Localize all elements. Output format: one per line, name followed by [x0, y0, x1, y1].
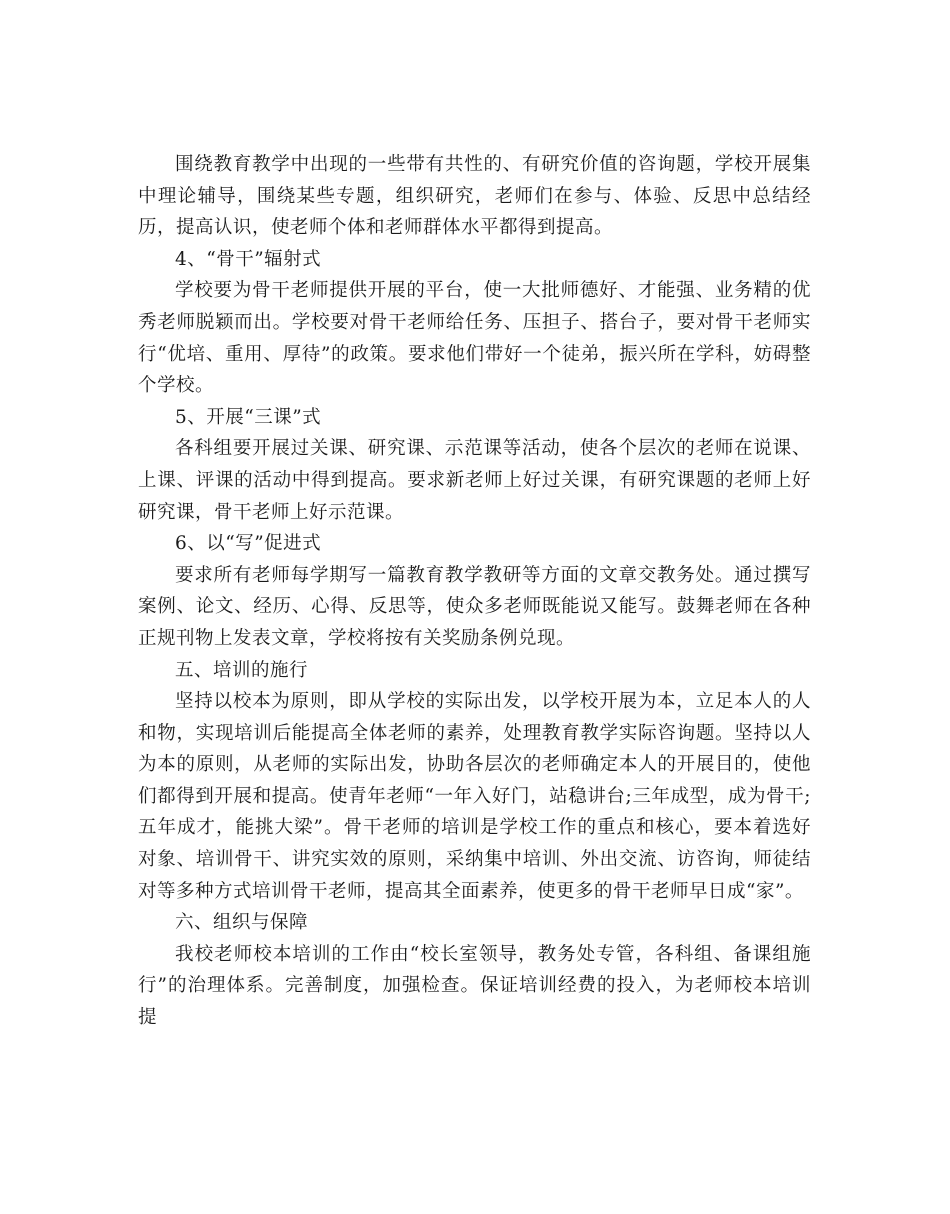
paragraph-three-lessons: 各科组要开展过关课、研究课、示范课等活动，使各个层次的老师在说课、上课、评课的活动中得到提高。要求新老师上好过关课，有研究课题的老师上好研究课，骨干老师上好示范课。: [138, 438, 811, 523]
paragraph-writing-promotion: 要求所有老师每学期写一篇教育教学教研等方面的文章交教务处。通过撰写案例、论文、经历、心得、反思等，使众多老师既能说又能写。鼓舞老师在各种正规刊物上发表文章，学校将按有关奖励条例兑现。: [138, 564, 811, 649]
paragraph-organization-guarantee: 我校老师校本培训的工作由“校长室领导，教务处专管，各科组、备课组施行”的治理体系。完善制度，加强检查。保证培训经费的投入，为老师校本培训提: [138, 943, 811, 1029]
paragraph-backbone-teachers: 学校要为骨干老师提供开展的平台，使一大批师德好、才能强、业务精的优秀老师脱颖而出。学校要对骨干老师给任务、压担子、搭台子，要对骨干老师实行“优培、重用、厚待”的政策。要求他们带好一个徒弟，振兴所在学科，妨碍整个学校。: [138, 280, 811, 397]
heading-backbone-radiation: 4、“骨干”辐射式: [175, 248, 322, 270]
document-body: [138, 149, 811, 1034]
heading-organization-guarantee: 六、组织与保障: [175, 912, 309, 934]
paragraph-research-guidance: 围绕教育教学中出现的一些带有共性的、有研究价值的咨询题，学校开展集中理论辅导，围绕某些专题，组织研究，老师们在参与、体验、反思中总结经历，提高认识，使老师个体和老师群体水平都得到提高。: [138, 154, 811, 239]
heading-three-lessons: 5、开展“三课”式: [175, 406, 322, 428]
paragraph-training-implementation: 坚持以校本为原则，即从学校的实际出发，以学校开展为本，立足本人的人和物，实现培训后能提高全体老师的素养，处理教育教学实际咨询题。坚持以人为本的原则，从老师的实际出发，协助各层次的老师确定本人的开展目的，使他们都得到开展和提高。使青年老师“一年入好门，站稳讲台;三年成型，成为骨干;五年成才，能挑大梁”。骨干老师的培训是学校工作的重点和核心，要本着选好对象、培训骨干、讲究实效的原则，采纳集中培训、外出交流、访咨询，师徒结对等多种方式培训骨干老师，提高其全面素养，使更多的骨干老师早日成“家”。: [138, 691, 811, 902]
heading-writing-promotion: 6、以“写”促进式: [175, 533, 322, 555]
heading-training-implementation: 五、培训的施行: [175, 659, 309, 681]
